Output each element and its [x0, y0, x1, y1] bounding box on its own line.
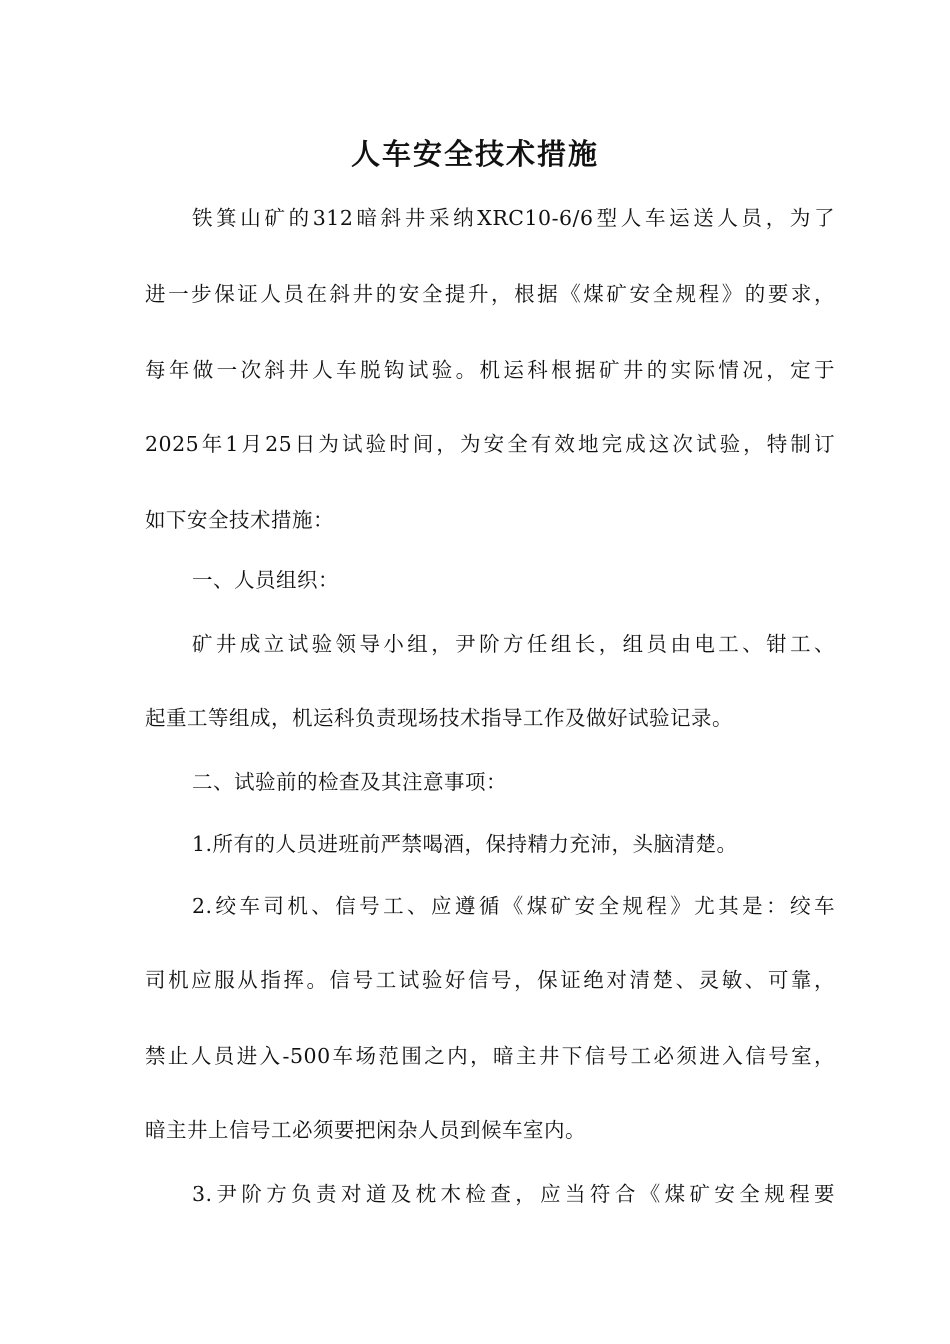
- paragraph-line: 起重工等组成，机运科负责现场技术指导工作及做好试验记录。: [145, 706, 733, 730]
- paragraph-line: 每年做一次斜井人车脱钩试验。机运科根据矿井的实际情况，定于: [145, 358, 835, 382]
- paragraph-line: 司机应服从指挥。信号工试验好信号，保证绝对清楚、灵敏、可靠，: [145, 968, 835, 992]
- section-heading: 二、试验前的检查及其注意事项：: [192, 770, 507, 794]
- section-heading: 一、人员组织：: [192, 568, 339, 592]
- paragraph-line: 禁止人员进入-500车场范围之内，暗主井下信号工必须进入信号室，: [145, 1044, 835, 1068]
- paragraph-line: 暗主井上信号工必须要把闲杂人员到候车室内。: [145, 1118, 586, 1142]
- paragraph-line: 进一步保证人员在斜井的安全提升，根据《煤矿安全规程》的要求，: [145, 282, 835, 306]
- list-item: 2.绞车司机、信号工、应遵循《煤矿安全规程》尤其是：绞车: [192, 894, 835, 918]
- paragraph-line: 铁箕山矿的312暗斜井采纳XRC10-6/6型人车运送人员，为了: [192, 206, 835, 230]
- paragraph-line: 矿井成立试验领导小组，尹阶方任组长，组员由电工、钳工、: [192, 632, 835, 656]
- list-item: 3.尹阶方负责对道及枕木检查，应当符合《煤矿安全规程要: [192, 1182, 835, 1206]
- document-title: 人车安全技术措施: [350, 137, 599, 171]
- paragraph-line: 如下安全技术措施：: [145, 508, 334, 532]
- list-item: 1.所有的人员进班前严禁喝酒，保持精力充沛，头脑清楚。: [192, 832, 738, 856]
- paragraph-line: 2025年1月25日为试验时间，为安全有效地完成这次试验，特制订: [145, 432, 835, 456]
